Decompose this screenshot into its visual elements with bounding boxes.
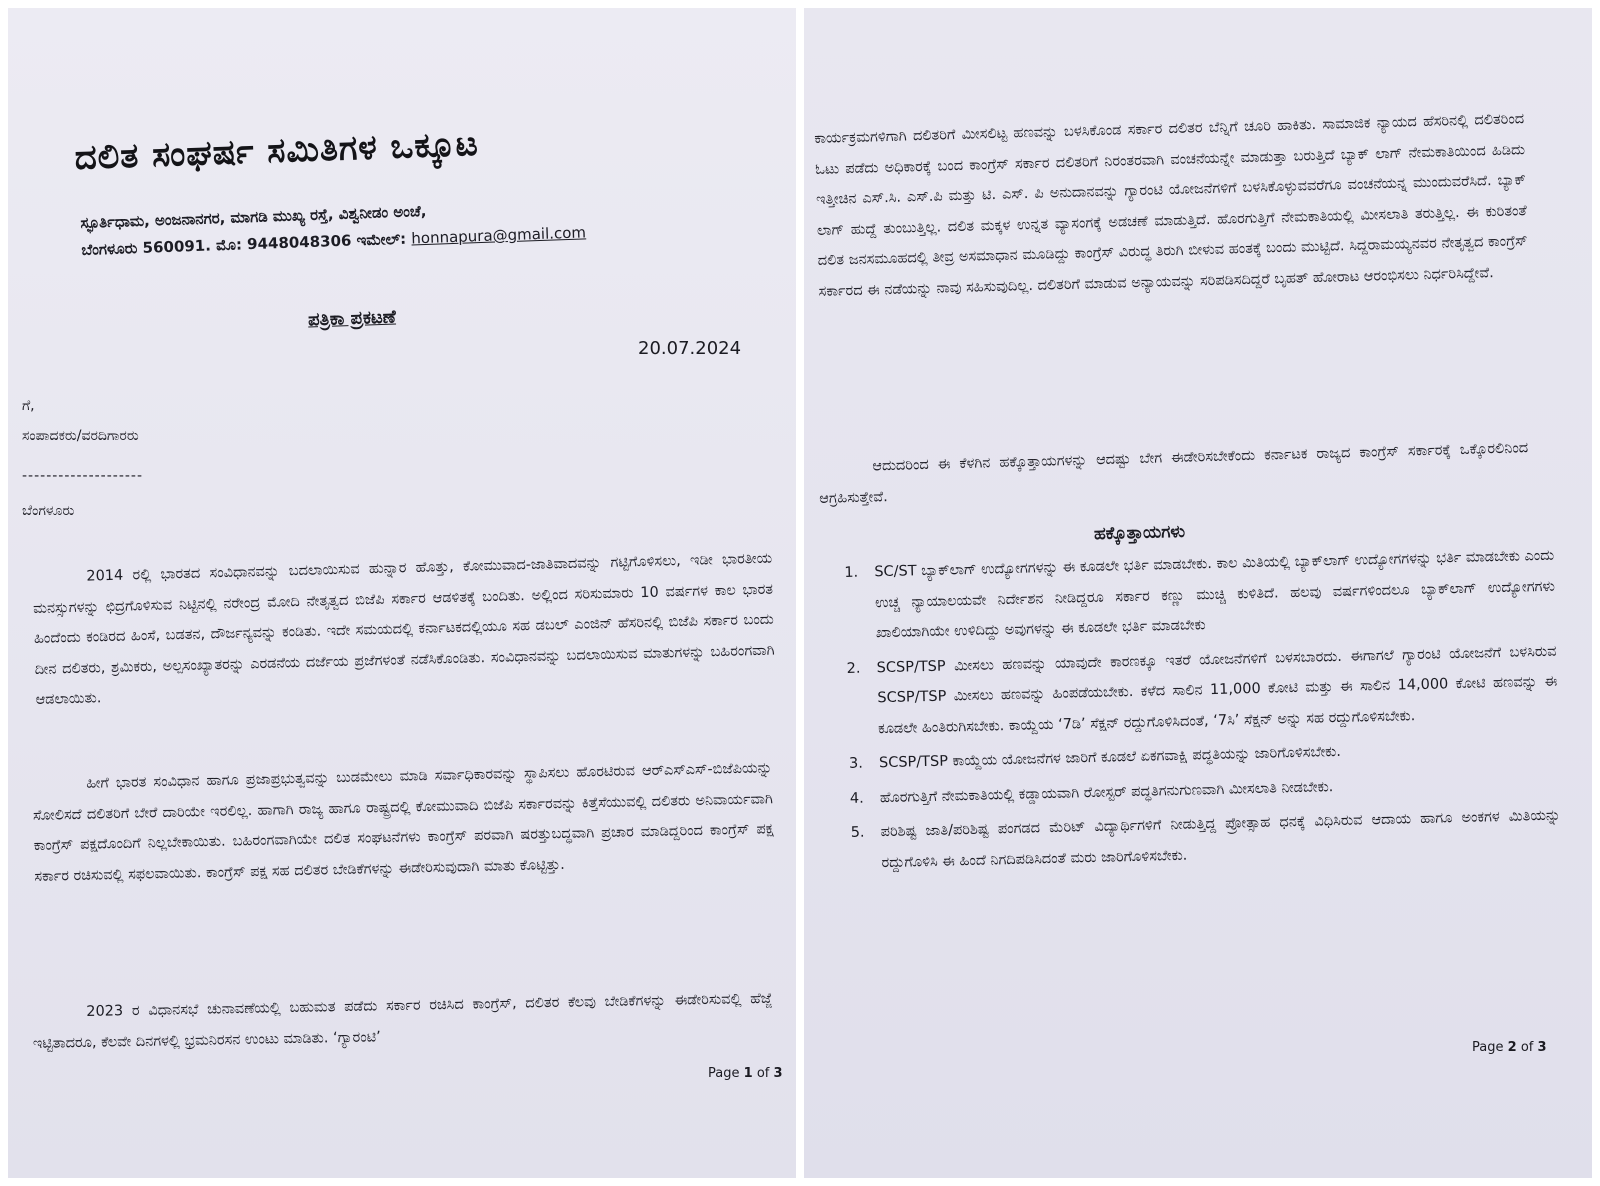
demands-heading: ಹಕ್ಕೊತ್ತಾಯಗಳು <box>1093 521 1186 545</box>
list-number: 4. <box>849 790 864 807</box>
list-item <box>846 636 1558 745</box>
list-number: 2. <box>846 660 861 677</box>
list-item <box>850 801 1561 879</box>
page-label: Page <box>1472 1040 1504 1055</box>
press-release-heading: ಪತ್ರಿಕಾ ಪ್ರಕಟಣೆ <box>307 306 397 331</box>
page-label: Page <box>708 1066 740 1081</box>
list-number: 5. <box>850 824 865 841</box>
list-item <box>844 541 1556 650</box>
list-number: 1. <box>844 564 859 581</box>
page-number <box>1472 1040 1547 1055</box>
demands-list <box>844 541 1562 883</box>
recipients: ಸಂಪಾದಕರು/ವರದಿಗಾರರು <box>22 428 139 444</box>
document-page-1 <box>8 8 796 1178</box>
list-text: SC/ST ಬ್ಯಾಕ್‌ಲಾಗ್ ಉದ್ಯೋಗಗಳನ್ನು ಈ ಕೂಡಲೇ ಭರ್ತಿ ಮಾಡಬೇಕು. ಕಾಲ ಮಿತಿಯಲ್ಲಿ ಬ್ಯಾಕ್‌ಲಾಗ್ ಉದ್ಯೋಗಗಳನ್ನು ಭರ್ತಿ ಮಾಡಬೇಕು ಎಂದು ಉಚ್ಚ ನ್ಯಾಯಾಲಯವೇ ನಿರ್ದೇಶನ ನೀಡಿದ್ದರೂ ಸರ್ಕಾರ ಕಣ್ಣು ಮುಚ್ಚಿ ಕುಳಿತಿದೆ. ಹಲವು ವರ್ಷಗಳಿಂದಲೂ ಬ್ಯಾಕ್‌ಲಾಗ್ ಉದ್ಯೋಗಗಳು ಖಾಲಿಯಾಗಿಯೇ ಉಳಿದಿದ್ದು ಅವುಗಳನ್ನು ಈ ಕೂಡಲೇ ಭರ್ತಿ ಮಾಡಬೇಕು <box>874 547 1556 642</box>
body-paragraph: ಆದುದರಿಂದ ಈ ಕೆಳಗಿನ ಹಕ್ಕೊತ್ತಾಯಗಳನ್ನು ಆದಷ್ಟು ಬೇಗ ಈಡೇರಿಸಬೇಕೆಂದು ಕರ್ನಾಟಕ ರಾಜ್ಯದ ಕಾಂಗ್ರೆಸ್ ಸರ್ಕಾರಕ್ಕೆ ಒಕ್ಕೊರಲಿನಿಂದ ಆಗ್ರಹಿಸುತ್ತೇವೆ. <box>819 440 1529 507</box>
body-paragraph: 2023 ರ ವಿಧಾನಸಭೆ ಚುನಾವಣೆಯಲ್ಲಿ ಬಹುಮತ ಪಡೆದು ಸರ್ಕಾರ ರಚಿಸಿದ ಕಾಂಗ್ರೆಸ್, ದಲಿತರ ಕೆಲವು ಬೇಡಿಕೆಗಳನ್ನು ಈಡೇರಿಸುವಲ್ಲಿ ಹೆಜ್ಜೆ ಇಟ್ಟಿತಾದರೂ, ಕೆಲವೇ ದಿನಗಳಲ್ಲಿ ಭ್ರಮನಿರಸನ ಉಂಟು ಮಾಡಿತು. ‘ಗ್ಯಾರಂಟಿ’ <box>32 990 773 1052</box>
page-of: of <box>756 1066 770 1081</box>
body-paragraph: ಕಾರ್ಯಕ್ರಮಗಳಿಗಾಗಿ ದಲಿತರಿಗೆ ಮೀಸಲಿಟ್ಟ ಹಣವನ್ನು ಬಳಸಿಕೊಂಡ ಸರ್ಕಾರ ದಲಿತರ ಬೆನ್ನಿಗೆ ಚೂರಿ ಹಾಕಿತು. ಸಾಮಾಜಿಕ ನ್ಯಾಯದ ಹೆಸರಿನಲ್ಲಿ ದಲಿತರಿಂದ ಓಟು ಪಡೆದು ಅಧಿಕಾರಕ್ಕೆ ಬಂದ ಕಾಂಗ್ರೆಸ್ ಸರ್ಕಾರ ದಲಿತರಿಗೆ ನಿರಂತರವಾಗಿ ವಂಚನೆಯನ್ನೇ ಮಾಡುತ್ತಾ ಬರುತ್ತಿದೆ ಬ್ಯಾಕ್ ಲಾಗ್ ನೇಮಕಾತಿಯಿಂದ ಹಿಡಿದು ಇತ್ತೀಚಿನ ಎಸ್.ಸಿ. ಎಸ್.ಪಿ ಮತ್ತು ಟಿ. ಎಸ್. ಪಿ ಅನುದಾನವನ್ನು ಗ್ಯಾರಂಟಿ ಯೋಜನೆಗಳಿಗೆ ಬಳಸಿಕೊಳ್ಳುವವರೆಗೂ ವಂಚನೆಯನ್ನ ಮುಂದುವರೆಸಿದೆ. ಬ್ಯಾಕ್ ಲಾಗ್ ಹುದ್ದೆ ತುಂಬುತ್ತಿಲ್ಲ. ದಲಿತ ಮಕ್ಕಳ ಉನ್ನತ ವ್ಯಾಸಂಗಕ್ಕೆ ಅಡಚಣೆ ಮಾಡುತ್ತಿದೆ. ಹೊರಗುತ್ತಿಗೆ ನೇಮಕಾತಿಯಲ್ಲಿ ಮೀಸಲಾತಿ ತರುತ್ತಿಲ್ಲ. ಈ ಕುರಿತಂತೆ ದಲಿತ ಜನಸಮೂಹದಲ್ಲಿ ತೀವ್ರ ಅಸಮಾಧಾನ ಮೂಡಿದ್ದು ಕಾಂಗ್ರೆಸ್ ವಿರುದ್ಧ ತಿರುಗಿ ಬೀಳುವ ಹಂತಕ್ಕೆ ಬಂದು ಮುಟ್ಟಿದೆ. ಸಿದ್ದರಾಮಯ್ಯನವರ ನೇತೃತ್ವದ ಕಾಂಗ್ರೆಸ್ ಸರ್ಕಾರದ ಈ ನಡೆಯನ್ನು ನಾವು ಸಹಿಸುವುದಿಲ್ಲ. ದಲಿತರಿಗೆ ಮಾಡುವ ಅನ್ಯಾಯವನ್ನು ಸರಿಪಡಿಸದಿದ್ದರೆ ಬೃಹತ್ ಹೋರಾಟ ಆರಂಭಿಸಲು ನಿರ್ಧರಿಸಿದ್ದೇವೆ. <box>814 111 1528 300</box>
blank-line: -------------------- <box>22 468 144 484</box>
list-text: ಹೊರಗುತ್ತಿಗೆ ನೇಮಕಾತಿಯಲ್ಲಿ ಕಡ್ಡಾಯವಾಗಿ ರೋಸ್ಟರ್ ಪದ್ಧತಿಗನುಗುಣವಾಗಿ ಮೀಸಲಾತಿ ನೀಡಬೇಕು. <box>879 778 1334 806</box>
document-page-2 <box>804 8 1592 1178</box>
page-number <box>708 1066 783 1081</box>
list-text: SCSP/TSP ಕಾಯ್ದೆಯ ಯೋಜನೆಗಳ ಜಾರಿಗೆ ಕೂಡಲೆ ಏಕಗವಾಕ್ಷಿ ಪದ್ಧತಿಯನ್ನು ಜಾರಿಗೊಳಿಸಬೇಕು. <box>878 743 1342 772</box>
list-number: 3. <box>848 755 864 772</box>
list-text: ಪರಿಶಿಷ್ಟ ಜಾತಿ/ಪರಿಶಿಷ್ಟ ಪಂಗಡದ ಮೆರಿಟ್ ವಿದ್ಯಾರ್ಥಿಗಳಿಗೆ ನೀಡುತ್ತಿದ್ದ ಪ್ರೋತ್ಸಾಹ ಧನಕ್ಕೆ ವಿಧಿಸಿರುವ ಆದಾಯ ಹಾಗೂ ಅಂಕಗಳ ಮಿತಿಯನ್ನು ರದ್ದುಗೊಳಿಸಿ ಈ ಹಿಂದೆ ನಿಗದಿಪಡಿಸಿದಂತೆ ಮರು ಜಾರಿಗೊಳಿಸಬೇಕು. <box>880 807 1561 871</box>
address-contact: ಬೆಂಗಳೂರು 560091. ಮೊ: 9448048306 ಇಮೇಲ್: <box>81 229 407 259</box>
body-paragraph: 2014 ರಲ್ಲಿ ಭಾರತದ ಸಂವಿಧಾನವನ್ನು ಬದಲಾಯಿಸುವ ಹುನ್ನಾರ ಹೊತ್ತು, ಕೋಮುವಾದ-ಜಾತಿವಾದವನ್ನು ಗಟ್ಟಿಗೊಳಿಸಲು, ಇಡೀ ಭಾರತೀಯ ಮನಸ್ಸುಗಳನ್ನು ಛಿದ್ರಗೊಳಿಸುವ ನಿಟ್ಟಿನಲ್ಲಿ ನರೇಂದ್ರ ಮೋದಿ ನೇತೃತ್ವದ ಬಿಜೆಪಿ ಸರ್ಕಾರ ಆಡಳಿತಕ್ಕೆ ಬಂದಿತು. ಅಲ್ಲಿಂದ ಸರಿಸುಮಾರು 10 ವರ್ಷಗಳ ಕಾಲ ಭಾರತ ಹಿಂದೆಂದು ಕಂಡಿರದ ಹಿಂಸೆ, ಬಡತನ, ದೌರ್ಜನ್ಯವನ್ನು ಕಂಡಿತು. ಇದೇ ಸಮಯದಲ್ಲಿ ಕರ್ನಾಟಕದಲ್ಲಿಯೂ ಸಹ ಡಬಲ್ ಎಂಜಿನ್ ಹೆಸರಿನಲ್ಲಿ ಬಿಜೆಪಿ ಸರ್ಕಾರ ಬಂದು ದೀನ ದಲಿತರು, ಶ್ರಮಿಕರು, ಅಲ್ಪಸಂಖ್ಯಾತರನ್ನು ಎರಡನೆಯ ದರ್ಜೆಯ ಪ್ರಜೆಗಳಂತೆ ನಡೆಸಿಕೊಂಡಿತು. ಸಂವಿಧಾನವನ್ನು ಬದಲಾಯಿಸುವ ಮಾತುಗಳನ್ನು ಬಹಿರಂಗವಾಗಿ ಆಡಲಾಯಿತು. <box>32 550 775 708</box>
city-line: ಬೆಂಗಳೂರು <box>22 503 75 519</box>
list-text: SCSP/TSP ಮೀಸಲು ಹಣವನ್ನು ಯಾವುದೇ ಕಾರಣಕ್ಕೂ ಇತರೆ ಯೋಜನೆಗಳಿಗೆ ಬಳಸಬಾರದು. ಈಗಾಗಲೆ ಗ್ಯಾರಂಟಿ ಯೋಜನೆಗೆ ಬಳಸಿರುವ SCSP/TSP ಮೀಸಲು ಹಣವನ್ನು ಹಿಂಪಡೆಯಬೇಕು. ಕಳೆದ ಸಾಲಿನ 11,000 ಕೋಟಿ ಮತ್ತು ಈ ಸಾಲಿನ 14,000 ಕೋಟಿ ಹಣವನ್ನು ಈ ಕೂಡಲೇ ಹಿಂತಿರುಗಿಸಬೇಕು. ಕಾಯ್ದೆಯ ‘7ಡಿ’ ಸೆಕ್ಷನ್ ರದ್ದುಗೊಳಿಸಿದಂತೆ, ‘7ಸಿ’ ಸೆಕ್ಷನ್ ಅನ್ನು ಸಹ ರದ್ದುಗೊಳಿಸಬೇಕು. <box>876 643 1558 737</box>
organization-title: ದಲಿತ ಸಂಘರ್ಷ ಸಮಿತಿಗಳ ಒಕ್ಕೂಟ <box>74 123 480 178</box>
page-current: 1 <box>743 1066 753 1081</box>
address-line-1: ಸ್ಫೂರ್ತಿಧಾಮ, ಅಂಜನಾನಗರ, ಮಾಗಡಿ ಮುಖ್ಯ ರಸ್ತೆ, ವಿಶ್ವನೀಡಂ ಅಂಚೆ, <box>80 201 427 232</box>
body-paragraph: ಹೀಗೆ ಭಾರತ ಸಂವಿಧಾನ ಹಾಗೂ ಪ್ರಜಾಪ್ರಭುತ್ವವನ್ನು ಬುಡಮೇಲು ಮಾಡಿ ಸರ್ವಾಧಿಕಾರವನ್ನು ಸ್ಥಾಪಿಸಲು ಹೊರಟಿರುವ ಆರ್‌ಎಸ್‌ಎಸ್-ಬಿಜೆಪಿಯನ್ನು ಸೋಲಿಸದೆ ದಲಿತರಿಗೆ ಬೇರೆ ದಾರಿಯೇ ಇರಲಿಲ್ಲ. ಹಾಗಾಗಿ ರಾಜ್ಯ ಹಾಗೂ ರಾಷ್ಟ್ರದಲ್ಲಿ ಕೋಮುವಾದಿ ಬಿಜೆಪಿ ಸರ್ಕಾರವನ್ನು ಕಿತ್ತೆಸೆಯುವಲ್ಲಿ ದಲಿತರು ಅನಿವಾರ್ಯವಾಗಿ ಕಾಂಗ್ರೆಸ್ ಪಕ್ಷದೊಂದಿಗೆ ನಿಲ್ಲಬೇಕಾಯಿತು. ಬಹಿರಂಗವಾಗಿಯೇ ದಲಿತ ಸಂಘಟನೆಗಳು ಕಾಂಗ್ರೆಸ್ ಪರವಾಗಿ ಷರತ್ತುಬದ್ಧವಾಗಿ ಪ್ರಚಾರ ಮಾಡಿದ್ದರಿಂದ ಕಾಂಗ್ರೆಸ್ ಪಕ್ಷ ಸರ್ಕಾರ ರಚಿಸುವಲ್ಲಿ ಸಫಲವಾಯಿತು. ಕಾಂಗ್ರೆಸ್ ಪಕ್ಷ ಸಹ ದಲಿತರ ಬೇಡಿಕೆಗಳನ್ನು ಈಡೇರಿಸುವುದಾಗಿ ಮಾತು ಕೊಟ್ಟಿತ್ತು. <box>32 760 774 885</box>
email-address: honnapura@gmail.com <box>411 223 587 248</box>
page-current: 2 <box>1507 1040 1517 1055</box>
organization-address <box>80 189 682 264</box>
page-total: 3 <box>773 1066 783 1081</box>
page-of: of <box>1520 1040 1534 1055</box>
salutation-to: ಗೆ, <box>22 398 35 414</box>
page-total: 3 <box>1537 1040 1547 1055</box>
release-date: 20.07.2024 <box>638 338 742 359</box>
